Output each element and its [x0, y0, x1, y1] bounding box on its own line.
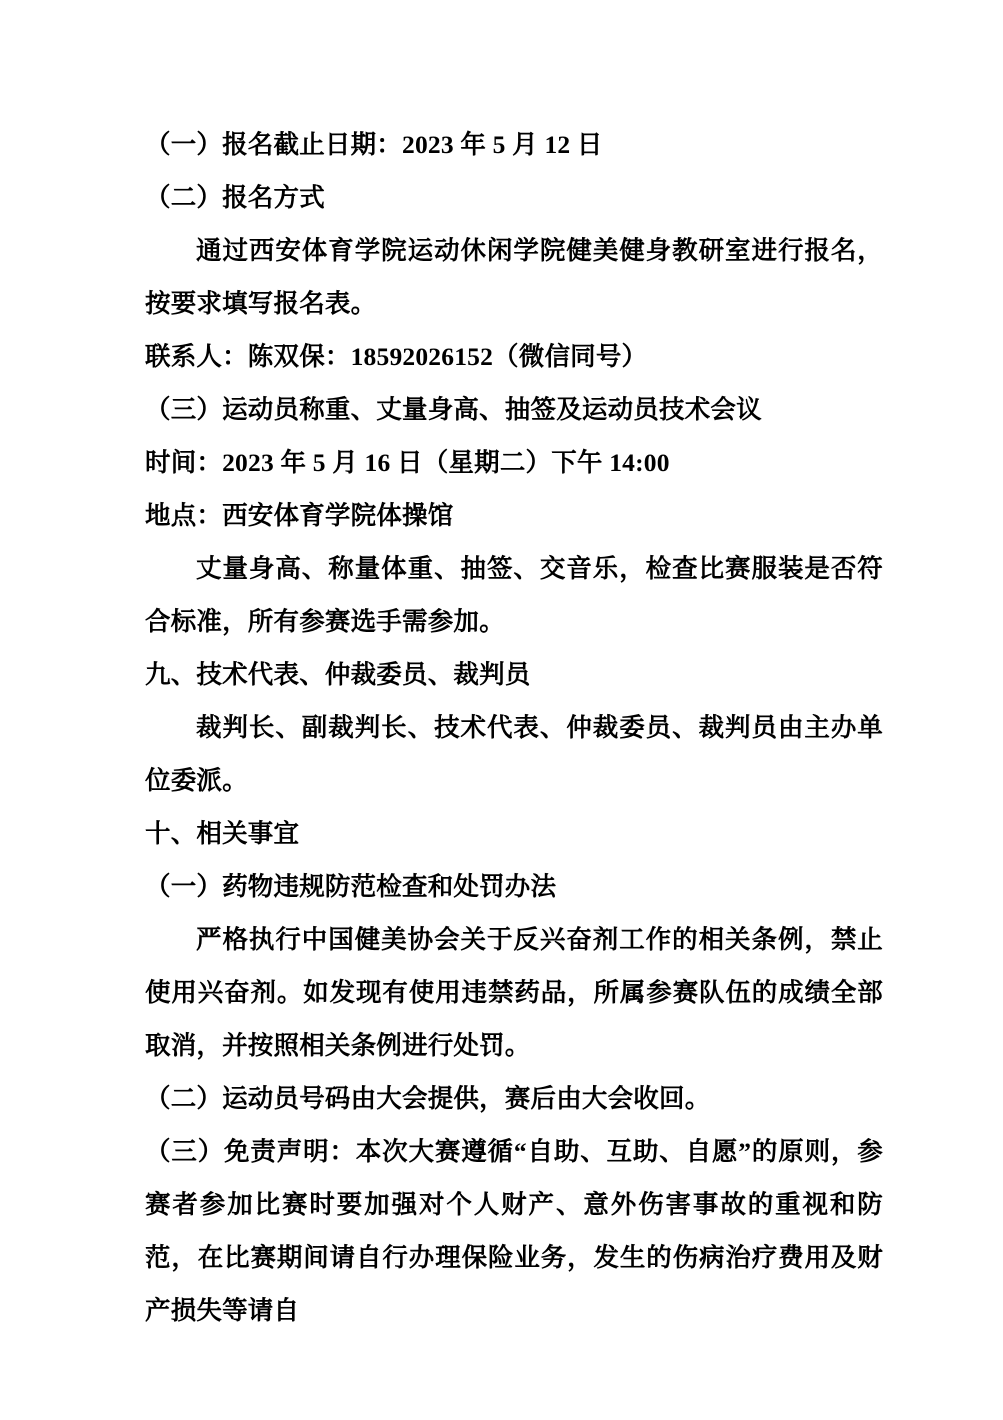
paragraph-registration-method-heading: （二）报名方式	[145, 183, 325, 212]
paragraph-weigh-in-heading: （三）运动员称重、丈量身高、抽签及运动员技术会议	[145, 395, 762, 424]
paragraph-registration-method-body: 通过西安体育学院运动休闲学院健美健身教研室进行报名，按要求填写报名表。	[145, 236, 883, 318]
paragraph-section-nine-body: 裁判长、副裁判长、技术代表、仲裁委员、裁判员由主办单位委派。	[145, 713, 883, 795]
paragraph-meeting-location: 地点：西安体育学院体操馆	[145, 501, 454, 530]
paragraph-disclaimer: （三）免责声明：本次大赛遵循“自助、互助、自愿”的原则，参赛者参加比赛时要加强对个人财产、意外伤害事故的重视和防范，在比赛期间请自行办理保险业务，发生的伤病治疗费用及财产损失等请自	[145, 1137, 883, 1325]
paragraph-registration-deadline: （一）报名截止日期：2023 年 5 月 12 日	[145, 130, 603, 159]
paragraph-meeting-details: 丈量身高、称量体重、抽签、交音乐，检查比赛服装是否符合标准，所有参赛选手需参加。	[145, 554, 883, 636]
document-body	[145, 118, 883, 1337]
paragraph-bib-numbers: （二）运动员号码由大会提供，赛后由大会收回。	[145, 1084, 711, 1113]
paragraph-contact-person: 联系人：陈双保：18592026152（微信同号）	[145, 342, 648, 371]
paragraph-doping-body: 严格执行中国健美协会关于反兴奋剂工作的相关条例，禁止使用兴奋剂。如发现有使用违禁药品，所属参赛队伍的成绩全部取消，并按照相关条例进行处罚。	[145, 925, 883, 1060]
paragraph-section-nine-heading: 九、技术代表、仲裁委员、裁判员	[145, 660, 531, 689]
paragraph-doping-heading: （一）药物违规防范检查和处罚办法	[145, 872, 557, 901]
paragraph-meeting-time: 时间：2023 年 5 月 16 日（星期二）下午 14:00	[145, 448, 670, 477]
paragraph-section-ten-heading: 十、相关事宜	[145, 819, 300, 848]
